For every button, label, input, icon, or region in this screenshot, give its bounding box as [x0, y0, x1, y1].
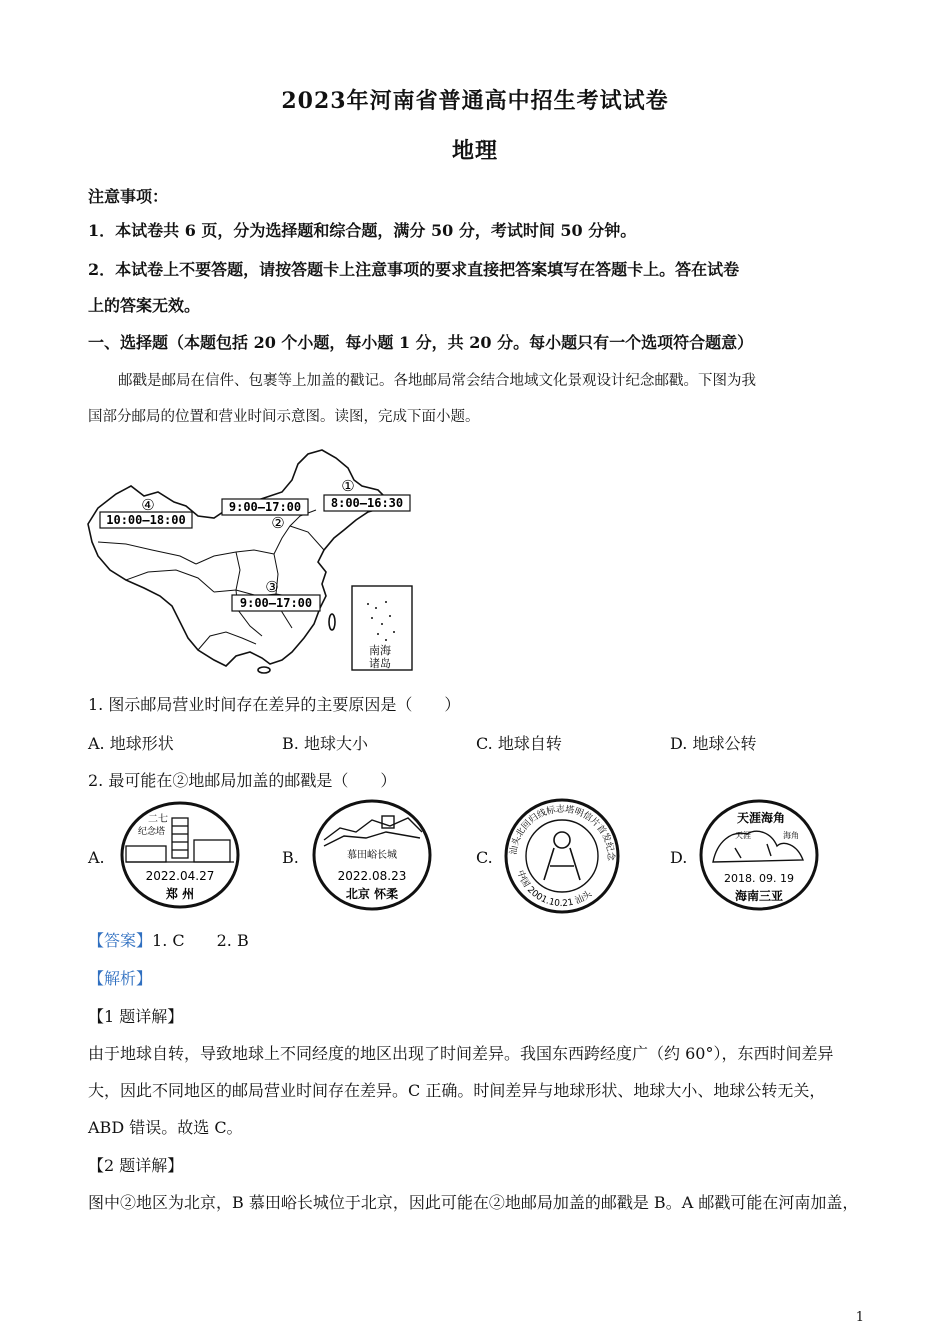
detail-2-line1: 图中②地区为北京，B 慕田峪长城位于北京，因此可能在②地邮局加盖的邮戳是 B。A 邮戳可能在河南加盖， — [88, 1193, 859, 1212]
marker-4: ④ — [141, 496, 155, 514]
stamp-b-top: 慕田峪长城 — [347, 850, 397, 861]
stamp-a-date: 2022.04.27 — [145, 869, 215, 883]
q1-option-c[interactable]: C. 地球自转 — [476, 734, 562, 753]
post-office-2-hours: 9:00—17:00 — [228, 500, 302, 514]
stamp-b-date: 2022.08.23 — [337, 869, 407, 883]
stamp-d-place: 海南三亚 — [734, 889, 784, 903]
analysis-label: 【解析】 — [88, 969, 153, 988]
subject-title: 地理 — [451, 138, 498, 164]
stamp-c-ring: 汕头北回归线标志塔明信片首发纪念 — [508, 804, 616, 862]
notice-item-1: 1．本试卷共 6 页，分为选择题和综合题，满分 50 分，考试时间 50 分钟。 — [88, 221, 637, 240]
answer-label: 【答案】 — [88, 931, 153, 950]
stamp-b[interactable] — [310, 798, 434, 912]
q1-option-d[interactable]: D. 地球公转 — [670, 734, 757, 753]
section-heading: 一、选择题（本题包括 20 个小题，每小题 1 分，共 20 分。每小题只有一个选项符合题意） — [88, 333, 754, 352]
answer-line — [88, 928, 249, 951]
q2-option-d-letter[interactable]: D. — [670, 848, 688, 867]
detail-2-label: 【2 题详解】 — [88, 1156, 184, 1175]
china-map — [86, 446, 416, 674]
answer-text: 1. C 2. B — [152, 931, 249, 950]
intro-line2: 国部分邮局的位置和营业时间示意图。读图，完成下面小题。 — [88, 409, 480, 425]
stamp-d-top: 天涯海角 — [736, 811, 786, 825]
detail-1-line2: 大，因此不同地区的邮局营业时间存在差异。C 正确。时间差异与地球形状、地球大小、地球公转无关， — [88, 1081, 826, 1100]
notice-item-2-line2: 上的答案无效。 — [88, 296, 201, 315]
q2-option-b-letter[interactable]: B. — [282, 848, 299, 867]
stamp-b-place: 北京 怀柔 — [345, 887, 399, 901]
q2-option-a-letter[interactable]: A. — [88, 848, 105, 867]
stamp-d[interactable] — [697, 798, 821, 912]
stamp-a[interactable] — [118, 800, 242, 910]
intro-line1: 邮戳是邮局在信件、包裹等上加盖的戳记。各地邮局常会结合地域文化景观设计纪念邮戳。下图为我 — [118, 373, 756, 389]
q1-option-a[interactable]: A. 地球形状 — [88, 734, 174, 753]
notice-item-2-line1: 2．本试卷上不要答题，请按答题卡上注意事项的要求直接把答案填写在答题卡上。答在试卷 — [88, 260, 740, 279]
stamp-d-sub2: 海角 — [783, 831, 799, 840]
detail-1-line3: ABD 错误。故选 C。 — [88, 1118, 243, 1137]
marker-1: ① — [341, 477, 355, 495]
exam-title: 2023年河南省普通高中招生考试试卷 — [281, 88, 669, 114]
stamp-a-top2: 纪念塔 — [138, 827, 166, 837]
stamp-c[interactable] — [500, 796, 624, 914]
stamp-d-date: 2018. 09. 19 — [724, 872, 794, 885]
q1-option-b[interactable]: B. 地球大小 — [282, 734, 368, 753]
china-map-figure — [86, 446, 416, 674]
q1-stem: 1. 图示邮局营业时间存在差异的主要原因是（ ） — [88, 695, 461, 714]
marker-2: ② — [271, 514, 285, 532]
stamp-a-place: 郑 州 — [165, 887, 195, 901]
post-office-4-hours: 10:00—18:00 — [106, 513, 186, 527]
post-office-1-hours: 8:00—16:30 — [330, 496, 404, 510]
q2-stem: 2. 最可能在②地邮局加盖的邮戳是（ ） — [88, 771, 397, 790]
stamp-c-bottom: 中国 2001.10.21 汕头 — [514, 869, 595, 910]
inset-label-1: 南海 — [369, 644, 391, 657]
stamp-d-sub1: 天涯 — [735, 831, 751, 840]
notice-heading: 注意事项： — [88, 187, 169, 206]
inset-label-2: 诸岛 — [369, 657, 391, 670]
svg-text:中国 2001.10.21 汕头 — [514, 868, 594, 909]
page-number: 1 — [855, 1310, 864, 1325]
stamp-a-top: 二七 — [148, 814, 168, 825]
detail-1-label: 【1 题详解】 — [88, 1007, 184, 1026]
post-office-3-hours: 9:00—17:00 — [239, 596, 313, 610]
q2-option-c-letter[interactable]: C. — [476, 848, 493, 867]
marker-3: ③ — [265, 578, 279, 596]
detail-1-line1: 由于地球自转，导致地球上不同经度的地区出现了时间差异。我国东西跨经度广（约 60°），东西时间差异 — [88, 1044, 834, 1063]
